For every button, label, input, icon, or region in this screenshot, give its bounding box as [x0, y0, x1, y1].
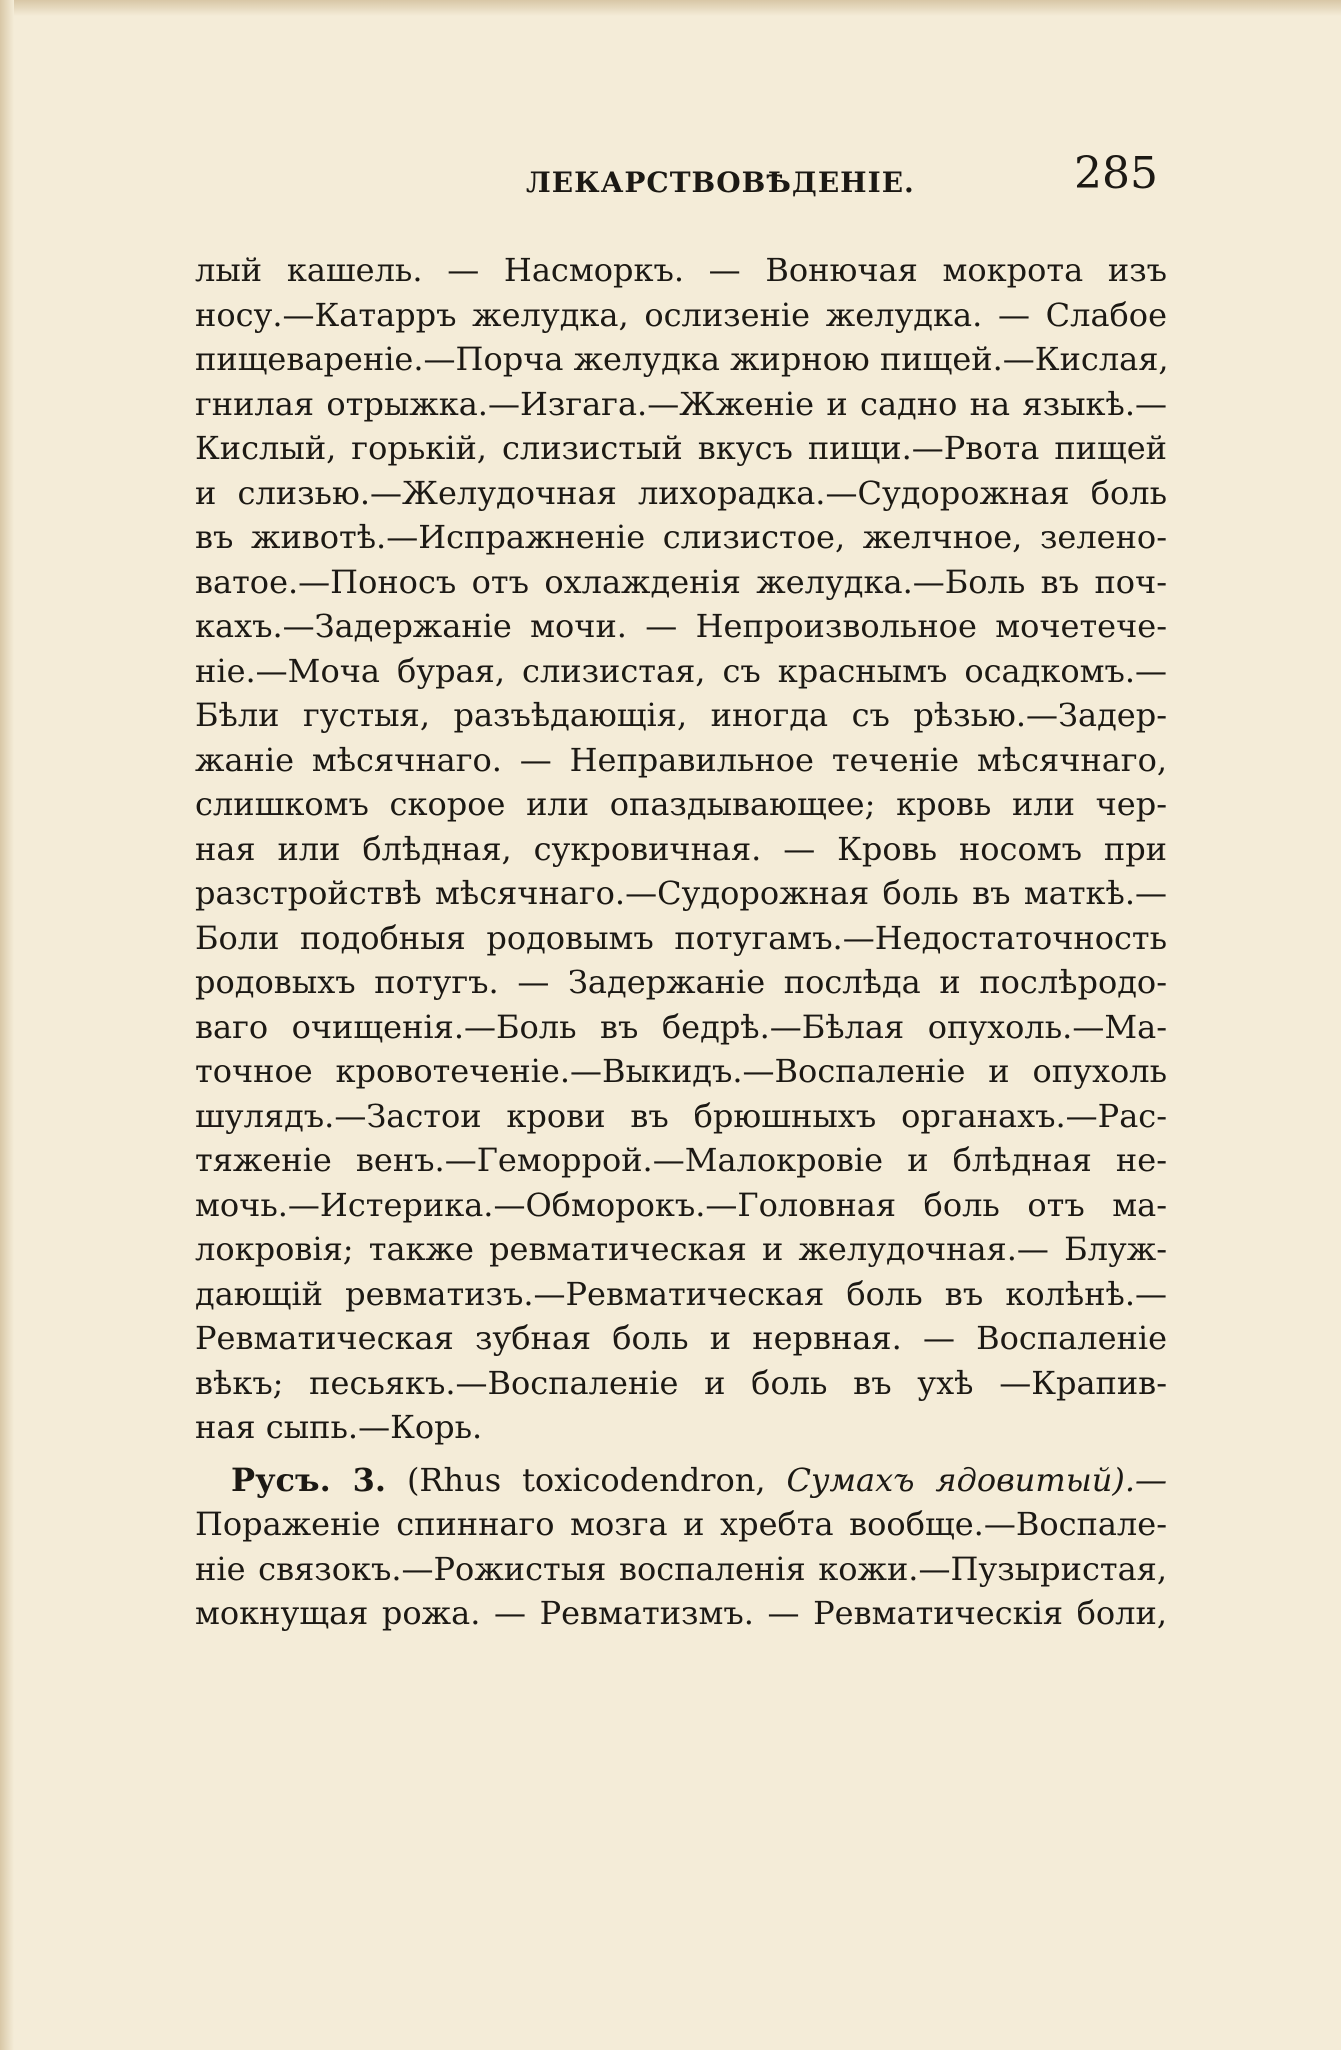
text-line: Ревматическая зубная боль и нервная. — Воспаленіе [195, 1319, 1167, 1357]
text-line: локровія; также ревматическая и желудочная.— Блуж- [195, 1230, 1167, 1268]
text-line: Пораженіе спиннаго мозга и хребта вообще.—Воспале- [195, 1505, 1167, 1543]
text-line: ная сыпь.—Корь. [195, 1408, 483, 1446]
remedy-rubric: Русъ. 3. [231, 1460, 387, 1499]
paragraph-gap [195, 1450, 1167, 1458]
remedy-latin-name: (Rhus toxicodendron, [406, 1460, 766, 1499]
running-title: ЛЕКАРСТВОВѢДЕНІЕ. [526, 166, 915, 199]
text-line: носу.—Катарръ желудка, ослизеніе желудка. — Слабое [195, 295, 1167, 334]
text-line: Боли подобныя родовымъ потугамъ.—Недостаточность [195, 918, 1167, 957]
text-line: родовыхъ потугъ. — Задержаніе послѣда и послѣродо- [195, 963, 1167, 1001]
text-line: ніе.—Моча бурая, слизистая, съ краснымъ осадкомъ.— [195, 651, 1167, 690]
text-line: жаніе мѣсячнаго. — Неправильное теченіе мѣсячнаго, [195, 740, 1167, 779]
text-line: гнилая отрыжка.—Изгага.—Жженіе и садно на языкѣ.— [195, 384, 1167, 423]
text-line: Кислый, горькій, слизистый вкусъ пищи.—Рвота пищей [195, 429, 1167, 467]
remedy-russian-name: Сумахъ ядовитый).— [786, 1460, 1168, 1499]
text-line: шулядъ.—Застои крови въ брюшныхъ органахъ.—Рас- [195, 1096, 1167, 1135]
text-line: тяженіе венъ.—Геморрой.—Малокровіе и блѣдная не- [195, 1141, 1167, 1179]
text-line: въ животѣ.—Испражненіе слизистое, желчное, зелено- [195, 518, 1167, 556]
text-line: слишкомъ скорое или опаздывающее; кровь или чер- [195, 785, 1167, 823]
text-line: мочь.—Истерика.—Обморокъ.—Головная боль отъ ма- [195, 1185, 1167, 1224]
text-line: пищевареніе.—Порча желудка жирною пищей.—Кислая, [195, 340, 1169, 378]
entry-heading-line [195, 1458, 1167, 1503]
text-line: разстройствѣ мѣсячнаго.—Судорожная боль въ маткѣ.— [195, 874, 1167, 912]
page-number: 285 [1074, 148, 1158, 199]
text-line: лый кашель. — Насморкъ. — Вонючая мокрота изъ [195, 251, 1167, 289]
text-line: ніе связокъ.—Рожистыя воспаленія кожи.—Пузыристая, [195, 1549, 1167, 1588]
page-edge-top [0, 0, 1341, 16]
text-line: вѣкъ; песьякъ.—Воспаленіе и боль въ ухѣ —Крапив- [195, 1363, 1167, 1402]
text-line: Бѣли густыя, разъѣдающія, иногда съ рѣзью.—Задер- [195, 696, 1167, 734]
text-line: ватое.—Поносъ отъ охлажденія желудка.—Боль въ поч- [195, 562, 1167, 601]
text-line: ная или блѣдная, сукровичная. — Кровь носомъ при [195, 829, 1167, 868]
text-line: и слизью.—Желудочная лихорадка.—Судорожная боль [195, 473, 1167, 512]
text-line: точное кровотеченіе.—Выкидъ.—Воспаленіе и опухоль [195, 1052, 1167, 1090]
text-line: мокнущая рожа. — Ревматизмъ. — Ревматическія боли, [195, 1594, 1167, 1632]
paragraph-2 [195, 1458, 1167, 1636]
paragraph-1 [195, 248, 1167, 1450]
text-line: кахъ.—Задержаніе мочи. — Непроизвольное мочетече- [195, 607, 1167, 645]
text-line: ваго очищенія.—Боль въ бедрѣ.—Бѣлая опухоль.—Ма- [195, 1007, 1167, 1046]
text-block [195, 248, 1167, 1636]
text-line: дающій ревматизъ.—Ревматическая боль въ колѣнѣ.— [195, 1274, 1167, 1313]
page-edge-left [0, 0, 14, 2050]
